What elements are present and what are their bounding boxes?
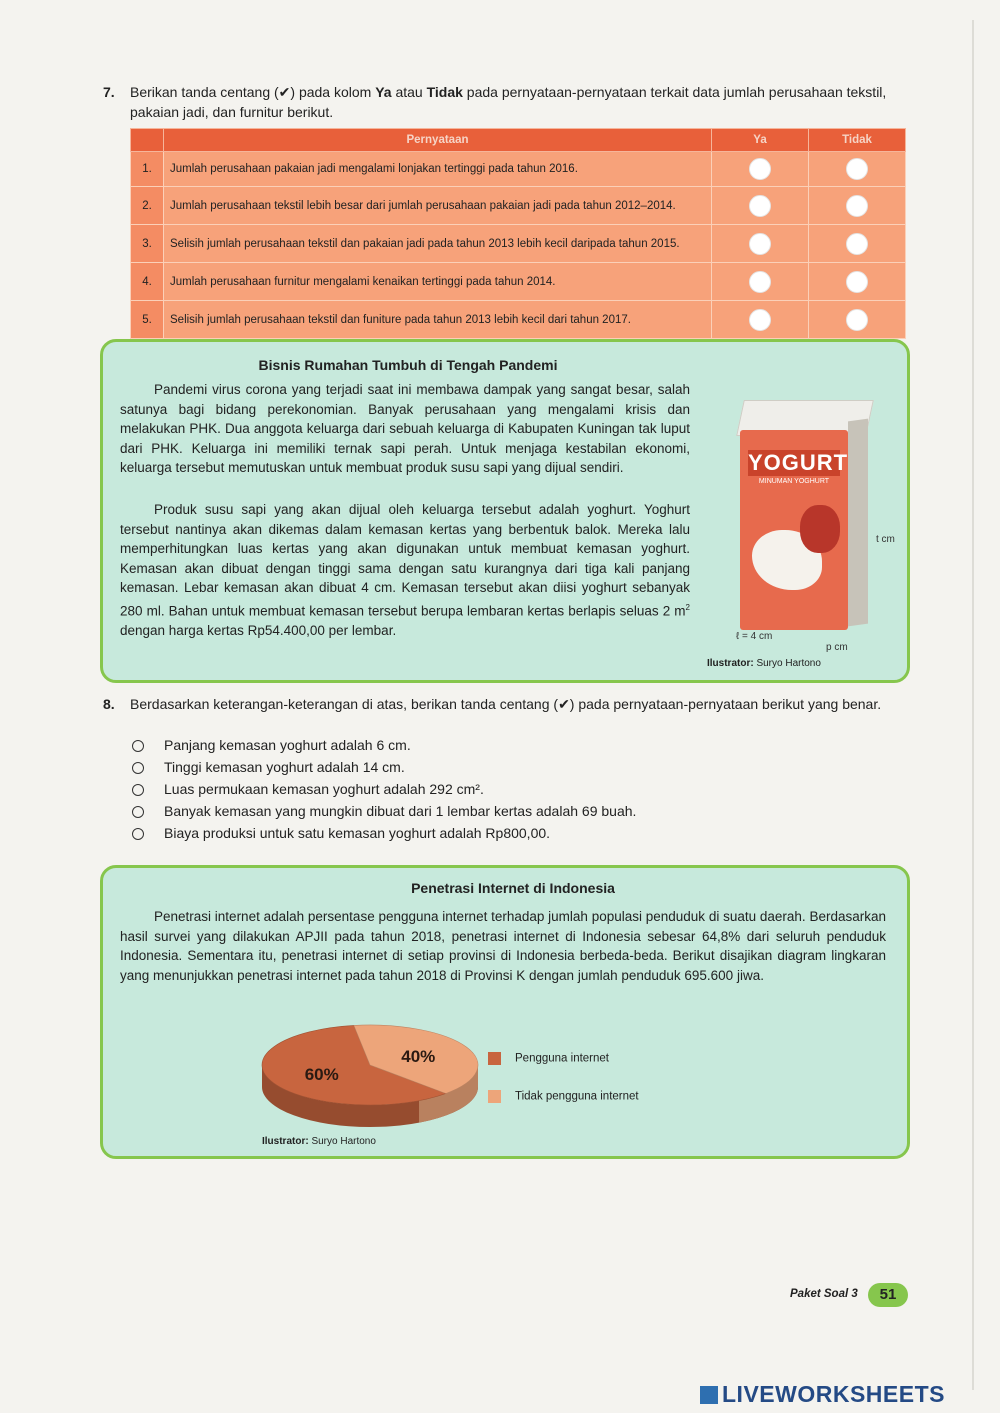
pie-label-1: 60%: [304, 1064, 339, 1084]
dimension-l: ℓ = 4 cm: [736, 631, 773, 642]
q8-option: Luas permukaan kemasan yoghurt adalah 292 cm².: [132, 779, 484, 799]
answer-ya-3[interactable]: [749, 233, 771, 255]
q8-number: 8.: [103, 696, 115, 712]
pie-label-2: 40%: [401, 1047, 436, 1067]
q8-option: Banyak kemasan yang mungkin dibuat dari 1 lembar kertas adalah 69 buah.: [132, 801, 636, 821]
row-number: 2.: [131, 187, 164, 225]
table-header-row: [131, 129, 906, 152]
table-row: [131, 225, 906, 263]
liveworksheets-logo: LIVEWORKSHEETS: [700, 1381, 945, 1408]
q7-prompt: Berikan tanda centang (✔) pada kolom Ya atau Tidak pada pernyataan-pernyataan terkait data jumlah perusahaan tekstil, pakaian jadi, dan furnitur berikut.: [130, 84, 887, 120]
pack-side: [848, 419, 868, 627]
answer-ya-5[interactable]: [749, 309, 771, 331]
answer-tidak-4[interactable]: [846, 271, 868, 293]
box1-credit: Ilustrator: Suryo Hartono: [707, 658, 821, 669]
q8-radio-2[interactable]: [132, 762, 144, 774]
dimension-p: p cm: [826, 642, 848, 653]
q8-radio-1[interactable]: [132, 740, 144, 752]
liveworksheets-icon: [700, 1386, 718, 1404]
q8-radio-4[interactable]: [132, 806, 144, 818]
row-statement: Selisih jumlah perusahaan tekstil dan pakaian jadi pada tahun 2013 lebih kecil daripada tahun 2015.: [164, 225, 712, 263]
table-row: [131, 263, 906, 301]
answer-ya-4[interactable]: [749, 271, 771, 293]
box1-paragraph-1: Pandemi virus corona yang terjadi saat ini membawa dampak yang sangat besar, salah satunya bagi bidang perekonomian. Banyak perusahaan yang mengalami krisis dan melakukan PHK. Dua anggota keluarga dari sebuah keluarga di Kabupaten Kuningan tak luput dari PHK. Keluarga ini memiliki ternak sapi perah. Untuk menjaga kestabilan ekonomi, keluarga tersebut memutuskan untuk membuat produk susu sapi yang dijual sendiri.: [120, 382, 690, 476]
page-edge: [972, 20, 974, 1390]
box1-title: Bisnis Rumahan Tumbuh di Tengah Pandemi: [258, 357, 558, 373]
legend-swatch-pengguna: [488, 1052, 501, 1065]
pack-subtitle: MINUMAN YOGHURT: [758, 478, 830, 485]
row-number: 3.: [131, 225, 164, 263]
table-row: [131, 187, 906, 225]
page-number: 51: [868, 1283, 908, 1307]
col-header-tidak: Tidak: [809, 129, 906, 152]
row-statement: Selisih jumlah perusahaan tekstil dan funiture pada tahun 2013 lebih kecil dari tahun 2017.: [164, 301, 712, 339]
legend-swatch-tidak: [488, 1090, 501, 1103]
table-row: [131, 301, 906, 339]
answer-tidak-5[interactable]: [846, 309, 868, 331]
answer-ya-1[interactable]: [749, 158, 771, 180]
q7-number: 7.: [103, 84, 115, 100]
q8-option: Panjang kemasan yoghurt adalah 6 cm.: [132, 735, 411, 755]
legend-item-tidak: Tidak pengguna internet: [488, 1090, 639, 1103]
dimension-t: t cm: [876, 534, 895, 545]
answer-tidak-2[interactable]: [846, 195, 868, 217]
yogurt-pack-illustration: [730, 390, 872, 640]
col-header-statement: Pernyataan: [164, 129, 712, 152]
q8-radio-5[interactable]: [132, 828, 144, 840]
box2-title: Penetrasi Internet di Indonesia: [411, 880, 615, 896]
legend-item-pengguna: Pengguna internet: [488, 1052, 609, 1065]
pie-chart: [250, 1020, 490, 1140]
q8-radio-3[interactable]: [132, 784, 144, 796]
footer-label: Paket Soal 3: [790, 1288, 858, 1300]
col-header-no: [131, 129, 164, 152]
answer-tidak-3[interactable]: [846, 233, 868, 255]
q8-prompt: Berdasarkan keterangan-keterangan di atas, berikan tanda centang (✔) pada pernyataan-pernyataan berikut yang benar.: [130, 696, 882, 712]
row-statement: Jumlah perusahaan furnitur mengalami kenaikan tertinggi pada tahun 2014.: [164, 263, 712, 301]
row-number: 1.: [131, 152, 164, 187]
strawberry-icon: [800, 505, 840, 553]
row-number: 5.: [131, 301, 164, 339]
box1-paragraph-2: Produk susu sapi yang akan dijual oleh keluarga tersebut adalah yoghurt. Yoghurt tersebut nantinya akan dikemas dalam kemasan kertas yang berbentuk balok. Mereka lalu memperhitungkan luas kertas yang akan digunakan untuk membuat kemasan yoghurt. Kemasan akan dibuat dengan tinggi sama dengan satu kurangnya dari tiga kali panjang kemasan. Lebar kemasan akan dibuat 4 cm. Kemasan tersebut akan diisi yoghurt sebanyak 280 ml. Bahan untuk membuat kemasan tersebut berupa lembaran kertas berlapis seluas 2 $m^2$ dengan harga kertas Rp54.400,00 per lembar.: [120, 502, 690, 639]
row-statement: Jumlah perusahaan pakaian jadi mengalami lonjakan tertinggi pada tahun 2016.: [164, 152, 712, 187]
table-row: [131, 152, 906, 187]
q8-option: Tinggi kemasan yoghurt adalah 14 cm.: [132, 757, 405, 777]
row-number: 4.: [131, 263, 164, 301]
box2-credit: Ilustrator: Suryo Hartono: [262, 1136, 376, 1147]
box2-paragraph: Penetrasi internet adalah persentase pengguna internet terhadap jumlah populasi penduduk di suatu daerah. Berdasarkan hasil survei yang dilakukan APJII pada tahun 2018, penetrasi internet di Indonesia sebesar 64,8% dari seluruh penduduk Indonesia. Sementara itu, penetrasi internet di setiap provinsi di Indonesia berbeda-beda. Berikut disajikan diagram lingkaran yang menunjukkan penetrasi internet pada tahun 2018 di Provinsi K dengan jumlah penduduk 695.600 jiwa.: [120, 909, 886, 983]
answer-tidak-1[interactable]: [846, 158, 868, 180]
q8-option: Biaya produksi untuk satu kemasan yoghurt adalah Rp800,00.: [132, 823, 550, 843]
row-statement: Jumlah perusahaan tekstil lebih besar dari jumlah perusahaan pakaian jadi pada tahun 2012–2014.: [164, 187, 712, 225]
answer-ya-2[interactable]: [749, 195, 771, 217]
checkmark-icon: ✔: [558, 696, 570, 712]
statement-table: [130, 128, 906, 339]
pack-brand-label: YOGURT: [748, 450, 849, 475]
col-header-ya: Ya: [712, 129, 809, 152]
checkmark-icon: ✔: [278, 84, 291, 100]
